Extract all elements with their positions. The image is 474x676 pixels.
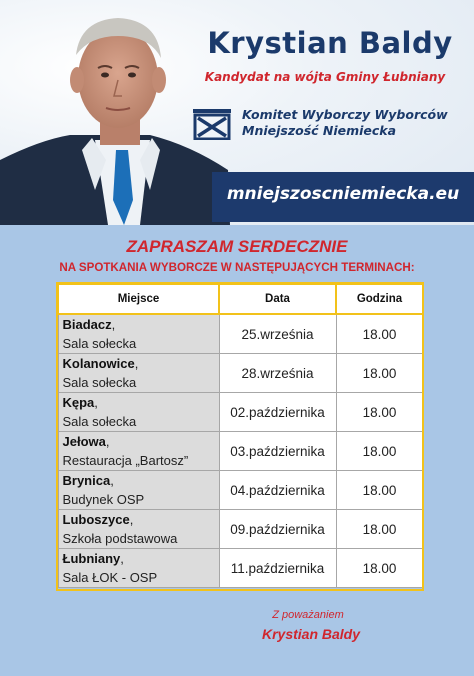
meetings-table [57,283,424,588]
committee-name [242,107,472,139]
place-cell: Luboszyce, Szkoła podstawowa [58,510,219,549]
date-cell: 11.października [219,549,336,588]
venue-name: Restauracja „Bartosz” [62,453,189,468]
town-name: Luboszyce [62,512,130,527]
town-name: Jełowa [62,434,106,449]
time-cell: 18.00 [336,354,423,393]
place-cell: Biadacz, Sala sołecka [58,314,219,354]
time-cell: 18.00 [336,510,423,549]
town-name: Kępa [62,395,95,410]
time-cell: 18.00 [336,314,423,354]
table-row [58,510,423,549]
date-cell: 04.października [219,471,336,510]
ballot-box-icon [192,108,232,140]
time-cell: 18.00 [336,471,423,510]
committee-line-1: Komitet Wyborczy Wyborców [242,107,448,122]
place-cell: Kępa, Sala sołecka [58,393,219,432]
table-row [58,314,423,354]
date-cell: 28.września [219,354,336,393]
town-name: Łubniany [62,551,121,566]
table-row [58,549,423,588]
place-cell: Kolanowice, Sala sołecka [58,354,219,393]
venue-name: Sala sołecka [62,414,137,429]
venue-name: Sala ŁOK - OSP [62,570,158,585]
invitation-subheading: NA SPOTKANIA WYBORCZE W NASTĘPUJĄCYCH TERMINACH: [59,261,415,274]
date-cell: 25.września [219,314,336,354]
candidate-name: Krystian Baldy [207,26,453,60]
venue-name: Budynek OSP [62,492,145,507]
town-name: Kolanowice [62,356,135,371]
time-cell: 18.00 [336,549,423,588]
table-row [58,354,423,393]
place-cell: Łubniany, Sala ŁOK - OSP [58,549,219,588]
committee-line-2: Mniejszość Niemiecka [242,123,397,138]
time-cell: 18.00 [336,393,423,432]
date-cell: 02.października [219,393,336,432]
table-row [58,471,423,510]
table-row [58,393,423,432]
town-name: Biadacz [62,317,112,332]
column-header-place: Miejsce [58,284,219,314]
date-cell: 03.października [219,432,336,471]
signature: Krystian Baldy [261,626,361,642]
venue-name: Sala sołecka [62,375,137,390]
column-header-date: Data [219,284,336,314]
header-banner [0,0,474,225]
town-name: Brynica [62,473,111,488]
time-cell: 18.00 [336,432,423,471]
print-note-vertical [7,68,13,158]
column-header-time: Godzina [336,284,423,314]
venue-name: Sala sołecka [62,336,137,351]
table-row [58,432,423,471]
date-cell: 09.października [219,510,336,549]
candidate-subtitle: Kandydat na wójta Gminy Łubniany [204,70,446,84]
table-header-row [58,284,423,314]
venue-name: Szkoła podstawowa [62,531,178,546]
website-link[interactable]: mniejszoscniemiecka.eu [226,184,460,204]
place-cell: Brynica, Budynek OSP [58,471,219,510]
closing-greeting: Z poważaniem [272,609,344,621]
place-cell: Jełowa, Restauracja „Bartosz” [58,432,219,471]
invitation-heading: ZAPRASZAM SERDECZNIE [126,237,348,256]
